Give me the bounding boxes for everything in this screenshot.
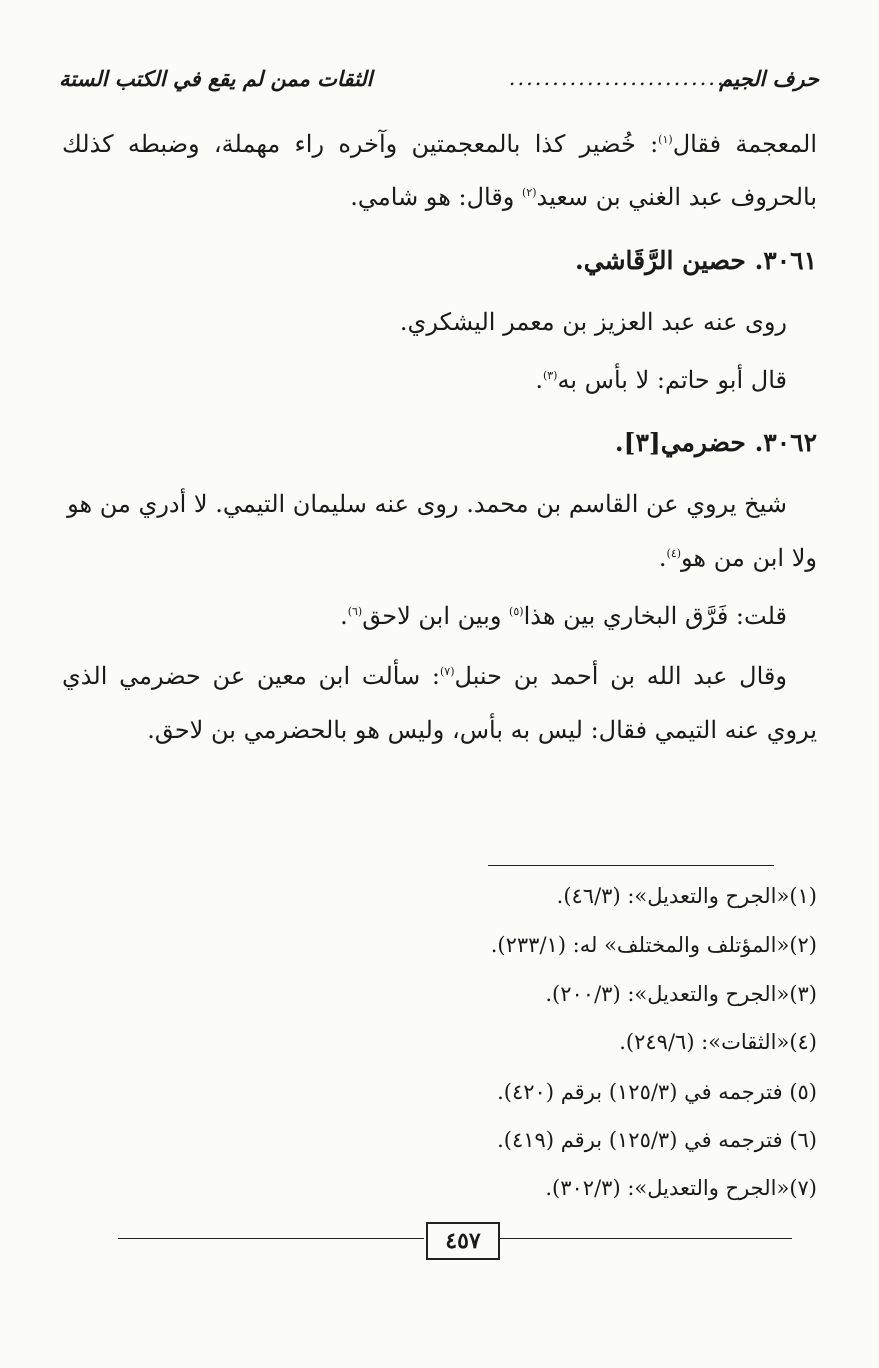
text-line-6: ولا ابن من هو$^{(٤)}$. [658, 544, 817, 572]
text-line-3: روى عنه عبد العزيز بن معمر اليشكري. [399, 308, 787, 336]
entry-heading-3062: ٣٠٦٢. حضرمي[٣]. [614, 428, 817, 457]
entry-heading-3061: ٣٠٦١. حصين الرَّقَاشي. [575, 246, 817, 275]
running-head-book-title: الثقات ممن لم يقع في الكتب الستة [59, 66, 373, 91]
footnote-separator [488, 865, 774, 866]
text-line-5: شيخ يروي عن القاسم بن محمد. روى عنه سليمان التيمي. لا أدري من هو [67, 490, 787, 518]
text-line-8: وقال عبد الله بن أحمد بن حنبل$^{(٧)}$: سألت ابن معين عن حضرمي الذي [62, 662, 787, 690]
footnote-1: (١)«الجرح والتعديل»: (٤٦/٣). [556, 884, 817, 908]
bottom-rule-left [118, 1238, 424, 1239]
running-head [59, 66, 819, 100]
text-line-4: قال أبو حاتم: لا بأس به$^{(٣)}$. [535, 366, 787, 394]
page-number: ٤٥٧ [426, 1222, 500, 1260]
running-head-dots: ........................... [508, 66, 743, 90]
text-line-1: المعجمة فقال$^{(١)}$: خُضير كذا بالمعجمتين وآخره راء مهملة، وضبطه كذلك [62, 130, 817, 158]
footnote-6: (٦) فترجمه في (١٢٥/٣) برقم (٤١٩). [497, 1128, 817, 1152]
footnote-2: (٢)«المؤتلف والمختلف» له: (٢٣٣/١). [490, 933, 817, 957]
footnote-4: (٤)«الثقات»: (٢٤٩/٦). [619, 1030, 817, 1054]
footnote-3: (٣)«الجرح والتعديل»: (٢٠٠/٣). [545, 982, 817, 1006]
running-head-chapter: حرف الجيم [719, 66, 819, 91]
text-line-2: بالحروف عبد الغني بن سعيد$^{(٢)}$ وقال: هو شامي. [350, 183, 817, 211]
bottom-rule-right [500, 1238, 792, 1239]
footnote-7: (٧)«الجرح والتعديل»: (٣٠٢/٣). [545, 1176, 817, 1200]
footnote-5: (٥) فترجمه في (١٢٥/٣) برقم (٤٢٠). [497, 1080, 817, 1104]
text-line-7: قلت: فَرَّق البخاري بين هذا$^{(٥)}$ وبين ابن لاحق$^{(٦)}$. [340, 602, 787, 630]
text-line-9: يروي عنه التيمي فقال: ليس به بأس، وليس هو بالحضرمي بن لاحق. [147, 716, 817, 744]
